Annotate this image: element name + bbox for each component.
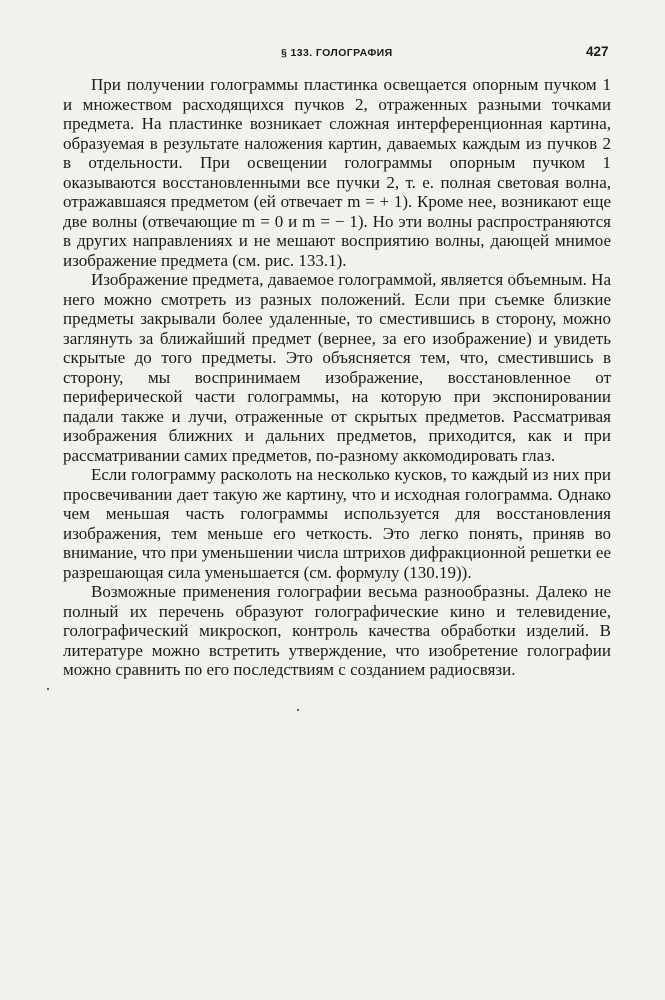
page-number: 427 bbox=[586, 44, 609, 59]
paragraph-4: Возможные применения голографии весьма разнообразны. Далеко не полный их перечень образуют голографические кино и телевидение, голографический микроскоп, контроль качества обработки изделий. В литературе можно встретить утверждение, что изобретение голографии можно сравнить по его последствиям с созданием радиосвязи. bbox=[63, 582, 611, 679]
paragraph-3: Если голограмму расколоть на несколько кусков, то каждый из них при просвечивании дает такую же картину, что и исходная голограмма. Однако чем меньшая часть голограммы используется для восстановления изображения, тем меньше его четкость. Это легко понять, приняв во внимание, что при уменьшении числа штрихов дифракционной решетки ее разрешающая сила уменьшается (см. формулу (130.19)). bbox=[63, 465, 611, 582]
running-head: § 133. ГОЛОГРАФИЯ bbox=[281, 47, 393, 59]
body-text bbox=[63, 75, 611, 680]
paragraph-1: При получении голограммы пластинка освещается опорным пучком 1 и множеством расходящихся пучков 2, отраженных разными точками предмета. На пластинке возникает сложная интерференционная картина, образуемая в результате наложения картин, даваемых каждым из пучков 2 в отдельности. При освещении голограммы опорным пучком 1 оказываются восстановленными все пучки 2, т. е. полная световая волна, отражавшаяся предметом (ей отвечает m = + 1). Кроме нее, возникают еще две волны (отвечающие m = 0 и m = − 1). Но эти волны распространяются в других направлениях и не мешают восприятию волны, дающей мнимое изображение предмета (см. рис. 133.1). bbox=[63, 75, 611, 270]
page-header bbox=[0, 44, 665, 64]
print-speck bbox=[47, 688, 49, 690]
paragraph-2: Изображение предмета, даваемое голограммой, является объемным. На него можно смотреть из разных положений. Если при съемке близкие предметы закрывали более удаленные, то сместившись в сторону, можно заглянуть за ближайший предмет (вернее, за его изображение) и увидеть скрытые до того предметы. Это объясняется тем, что, сместившись в сторону, мы воспринимаем изображение, восстановленное от периферической части голограммы, на которую при экспонировании падали также и лучи, отраженные от скрытых предметов. Рассматривая изображения ближних и дальних предметов, приходится, как и при рассматривании самих предметов, по-разному аккомодировать глаз. bbox=[63, 270, 611, 465]
print-speck bbox=[297, 709, 299, 711]
